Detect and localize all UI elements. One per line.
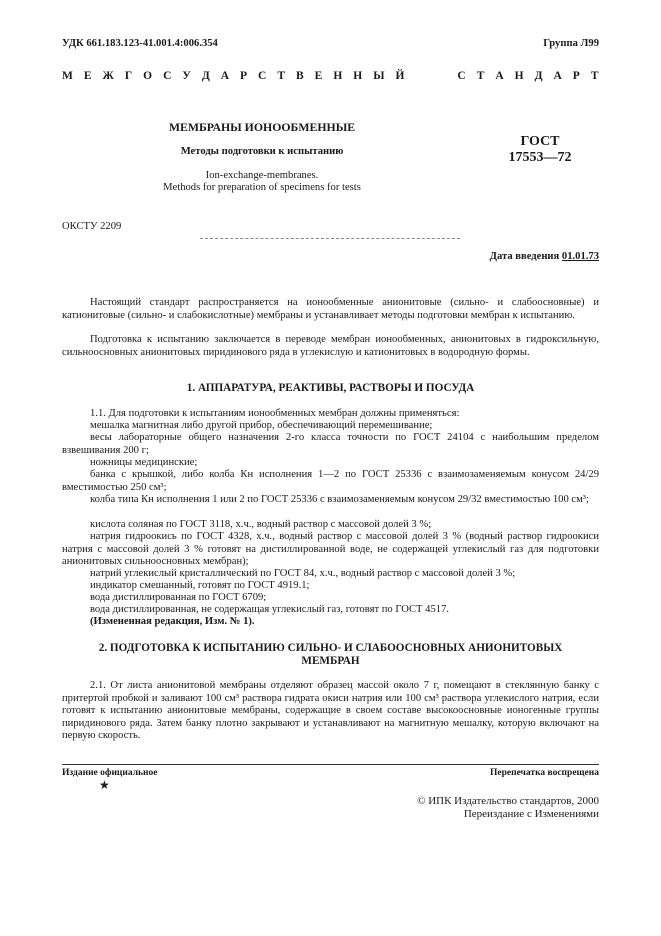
section-2-heading-line2: МЕМБРАН bbox=[301, 655, 360, 667]
list-item: вода дистиллированная по ГОСТ 6709; bbox=[90, 592, 267, 603]
intro-paragraph-2: Подготовка к испытанию заключается в переводе мембран ионообменных, анионитовых в гидроксильную, сильноосновных анионитовых пиридинового ряда в углекислую и катионитовых в водородную формы. bbox=[62, 334, 599, 358]
intro-date-label: Дата введения bbox=[489, 251, 562, 262]
list-item: колба типа Кн исполнения 1 или 2 по ГОСТ 25336 с взаимозаменяемым конусом 29/32 вместимостью 100 см³; bbox=[90, 494, 589, 505]
list-item: натрий углекислый кристаллический по ГОСТ 84, х.ч., водный раствор с массовой долей 3 %; bbox=[90, 568, 516, 579]
reissue-note: Переиздание с Изменениями bbox=[463, 808, 599, 820]
edition-note: (Измененная редакция, Изм. № 1). bbox=[90, 616, 255, 627]
gost-number: 17553—72 bbox=[508, 150, 572, 165]
document-subtitle: Методы подготовки к испытанию bbox=[180, 146, 344, 157]
list-item: ножницы медицинские; bbox=[90, 457, 198, 468]
list-item: мешалка магнитная либо другой прибор, обеспечивающий перемешивание; bbox=[90, 420, 433, 431]
intro-date-value: 01.01.73 bbox=[561, 251, 599, 262]
section-1-lead: 1.1. Для подготовки к испытаниям ионообменных мембран должны применяться: bbox=[90, 408, 460, 419]
copyright: © ИПК Издательство стандартов, 2000 bbox=[417, 795, 599, 807]
footer-rule bbox=[62, 764, 599, 765]
english-title-line1: Ion-exchange-membranes. bbox=[205, 170, 319, 181]
english-title-line2: Methods for preparation of specimens for tests bbox=[163, 182, 361, 193]
list-item: вода дистиллированная, не содержащая углекислый газ, готовят по ГОСТ 4517. bbox=[90, 604, 450, 615]
list-item: натрия гидроокись по ГОСТ 4328, х.ч., водный раствор с массовой долей 3 % (водный раствор гидроокиси натрия с массовой долей 3 % готовят на дистиллированной воде, не содержащей углекислый газ для подготовки анионитовых сильноосновных мембран); bbox=[62, 531, 599, 567]
section-1-heading: 1. АППАРАТУРА, РЕАКТИВЫ, РАСТВОРЫ И ПОСУДА bbox=[186, 382, 475, 394]
reprint-prohibited: Перепечатка воспрещена bbox=[489, 768, 599, 778]
udk-code: УДК 661.183.123-41.001.4:006.354 bbox=[62, 38, 218, 49]
intro-paragraph-1: Настоящий стандарт распространяется на ионообменные анионитовые (сильно- и слабоосновные) и катионитовые (сильно- и слабокислотные) мембраны и устанавливает методы подготовки мембран к испытанию. bbox=[62, 297, 599, 321]
official-edition: Издание официальное bbox=[62, 768, 158, 778]
intro-date bbox=[490, 251, 599, 262]
section-2-paragraph-1: 2.1. От листа анионитовой мембраны отделяют образец массой около 7 г, помещают в стеклянную банку с притертой пробкой и заливают 100 см³ раствора гидрата окиси натрия или 100 см³ раствора углекислого натрия, если готовят к испытанию анионитовые мембраны, содержащие в своем составе высокоосновные ионогенные группы пиридинового ряда. Затем банку плотно закрывают и устанавливают на магнитную мешалку, которую включают на первую скорость. bbox=[62, 680, 599, 741]
document-title: МЕМБРАНЫ ИОНООБМЕННЫЕ bbox=[168, 120, 356, 134]
standard-type: М Е Ж Г О С У Д А Р С Т В Е Н Н Ы Й С Т А Н Д А Р Т bbox=[62, 70, 599, 82]
star-icon: ★ bbox=[99, 778, 110, 792]
okstu-code: ОКСТУ 2209 bbox=[62, 221, 122, 232]
gost-label: ГОСТ bbox=[520, 134, 560, 149]
section-2-heading-line1: 2. ПОДГОТОВКА К ИСПЫТАНИЮ СИЛЬНО- И СЛАБООСНОВНЫХ АНИОНИТОВЫХ bbox=[98, 642, 563, 654]
group-code: Группа Л99 bbox=[543, 38, 599, 49]
list-item: индикатор смешанный, готовят по ГОСТ 4919.1; bbox=[90, 580, 310, 591]
divider-line bbox=[200, 238, 460, 240]
list-item: банка с крышкой, либо колба Кн исполнения 1—2 по ГОСТ 25336 с взаимозаменяемым конусом 24/29 вместимостью 250 см³; bbox=[62, 469, 599, 493]
list-item: кислота соляная по ГОСТ 3118, х.ч., водный раствор с массовой долей 3 %; bbox=[90, 519, 432, 530]
list-item: весы лабораторные общего назначения 2-го класса точности по ГОСТ 24104 с наибольшим пределом взвешивания 200 г; bbox=[62, 432, 599, 456]
